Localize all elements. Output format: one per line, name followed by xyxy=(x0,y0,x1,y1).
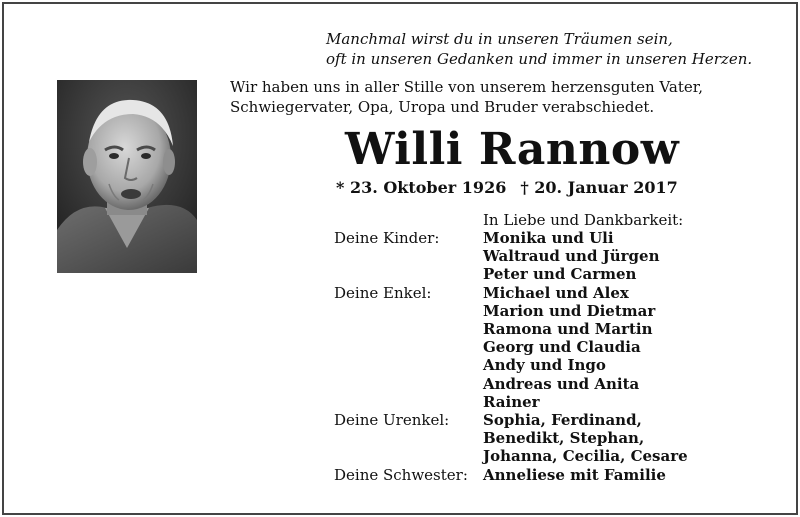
family-role: Deine Enkel: xyxy=(334,283,432,302)
family-member: Johanna, Cecilia, Cesare xyxy=(483,447,688,466)
deceased-name: Willi Rannow xyxy=(345,124,680,175)
family-role: Deine Schwester: xyxy=(334,465,468,484)
quote-line-1: Manchmal wirst du in unseren Träumen sein, xyxy=(326,30,673,48)
family-member: Andy und Ingo xyxy=(483,356,606,375)
intro-line-1: Wir haben uns in aller Stille von unserem herzensguten Vater, xyxy=(230,78,704,96)
family-member: Sophia, Ferdinand, xyxy=(483,411,642,430)
family-group-great-grandchildren xyxy=(334,411,688,466)
portrait-photo xyxy=(57,80,197,273)
death-date: † 20. Januar 2017 xyxy=(520,178,678,197)
family-member: Waltraud und Jürgen xyxy=(483,247,660,266)
family-members xyxy=(483,466,666,484)
family-member: Marion und Dietmar xyxy=(483,301,656,320)
family-members xyxy=(483,284,655,411)
family-member: Georg und Claudia xyxy=(483,338,641,357)
family-member: Monika und Uli xyxy=(483,229,614,247)
family-member: Anneliese mit Familie xyxy=(483,465,666,484)
family-member: Benedikt, Stephan, xyxy=(483,429,645,448)
family-member: Michael und Alex xyxy=(483,283,629,302)
birth-date: * 23. Oktober 1926 xyxy=(336,178,507,197)
thanks-line: In Liebe und Dankbarkeit: xyxy=(483,211,684,229)
intro-text xyxy=(230,77,703,117)
family-list xyxy=(334,229,688,484)
intro-line-2: Schwiegervater, Opa, Uropa und Bruder verabschiedet. xyxy=(230,98,655,116)
family-role: Deine Urenkel: xyxy=(334,411,450,430)
family-member: Andreas und Anita xyxy=(483,374,640,393)
family-group-children xyxy=(334,229,688,284)
family-member: Peter und Carmen xyxy=(483,265,637,284)
family-members xyxy=(483,229,660,284)
life-dates xyxy=(336,178,678,198)
family-member: Rainer xyxy=(483,392,540,411)
family-member: Ramona und Martin xyxy=(483,320,653,339)
family-role: Deine Kinder: xyxy=(334,229,440,247)
quote-line-2: oft in unseren Gedanken und immer in unseren Herzen. xyxy=(326,50,753,68)
family-group-sister xyxy=(334,466,688,484)
family-members xyxy=(483,411,688,466)
memorial-quote xyxy=(326,29,752,69)
family-group-grandchildren xyxy=(334,284,688,411)
